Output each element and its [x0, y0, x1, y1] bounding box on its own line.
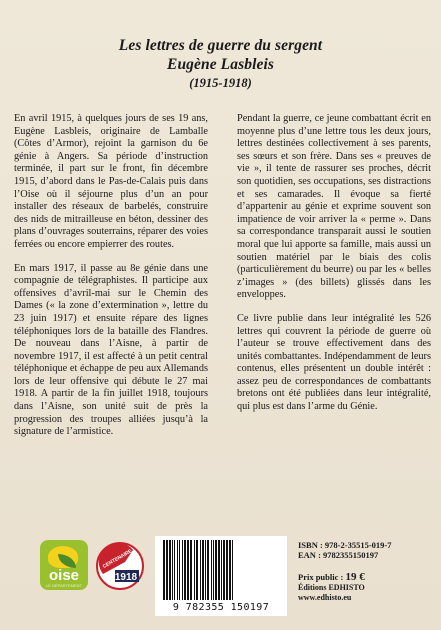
barcode	[155, 536, 287, 616]
centenaire-emblem-icon	[95, 540, 145, 592]
paragraph: En avril 1915, à quelques jours de ses 19 ans, Eugène Lasbleis, originaire de Lamballe (Côtes d’Armor), rejoint la garnison du 6e génie à Angers. Sa période d’instruction terminée, il part sur le front, fin décembre 1915, d’abord dans le Pas-de-Calais puis dans l’Oise où il séjourne plus d’un an pour installer des réseaux de barbelés, construire des nids de mitrailleuse en béton, dessiner des plans d’ouvrages souterrains, réparer des voies ferrées ou encore empierrer des routes.	[14, 113, 208, 250]
barcode-bar	[211, 540, 212, 600]
barcode-bar	[207, 540, 209, 600]
barcode-bar	[182, 540, 183, 600]
paragraph: En mars 1917, il passe au 8e génie dans une compagnie de télégraphistes. Il participe aux offensives d’avril-mai sur le Chemin des Dames (« la zone d’extermination », lettre du 23 juin 1917) et ensuite répare des lignes téléphoniques lors de la bataille des Flandres. De nouveau dans l’Aisne, à partir de novembre 1917, il est affecté à un petit central téléphonique et échappe de peu aux Allemands lors de leur offensive qui débute le 27 mai 1918. A partir de la fin juillet 1918, toujours dans l’Aisne, son unité suit de près la progression des troupes alliées jusqu’à la signature de l’armistice.	[14, 262, 208, 438]
centenaire-year: 1918	[114, 572, 138, 583]
book-years: (1915-1918)	[189, 76, 252, 90]
barcode-bar	[196, 540, 198, 600]
barcode-icon	[155, 536, 287, 602]
barcode-bar	[194, 540, 195, 600]
barcode-bar	[190, 540, 192, 600]
barcode-bar	[205, 540, 206, 600]
barcode-bar	[200, 540, 201, 600]
right-column	[237, 113, 431, 425]
barcode-bar	[179, 540, 180, 600]
barcode-bar	[202, 540, 204, 600]
barcode-bar	[184, 540, 186, 600]
barcode-bar	[229, 540, 231, 600]
book-info	[298, 540, 438, 603]
oise-logo-text: oise	[48, 567, 79, 584]
ean: EAN : 9782355150197	[298, 550, 379, 560]
price-amount: 19 €	[345, 571, 365, 583]
barcode-bar	[187, 540, 189, 600]
paragraph: Ce livre publie dans leur intégralité les 526 lettres qui couvrent la période de guerre où l’auteur se trouve effectivement dans des unités combattantes. Indépendamment de leurs contenus, elles présentent un double intérêt : assez peu de correspondances de combattants bretons ont été publiées dans leur intégralité, qui plus est dans l’arme du Génie.	[237, 312, 431, 413]
barcode-bar	[223, 540, 225, 600]
barcode-bar	[213, 540, 214, 600]
barcode-bar	[221, 540, 222, 600]
barcode-bar	[166, 540, 168, 600]
barcode-bar	[226, 540, 228, 600]
oise-logo-subtext: LE DÉPARTEMENT	[46, 583, 82, 588]
isbn: ISBN : 978-2-35515-019-7	[298, 540, 392, 550]
book-title-line-2: Eugène Lasbleis	[167, 56, 274, 73]
barcode-bar	[232, 540, 233, 600]
centenaire-text: CENTENAIRE	[101, 548, 134, 570]
barcode-bar	[215, 540, 217, 600]
title-block	[0, 36, 441, 92]
barcode-bar	[174, 540, 175, 600]
publisher: Éditions EDHISTO	[298, 583, 365, 592]
paragraph: Pendant la guerre, ce jeune combattant écrit en moyenne plus d’une lettre tous les deux jours, lettres destinées collectivement à ses parents, ses sœurs et son frère. Dans ses « preuves de vie », il tente de rassurer ses proches, décrit son quotidien, ses occupations, ses distractions et ses camarades. Il évoque sa fierté d’appartenir au génie et exprime souvent son impatience de voir arriver la « perme ». Dans sa correspondance transparait aussi le soutien moral que lui apporte sa famille, mais aussi un soutien matériel par le biais des colis (particulièrement du beurre) ou par les « belles z’images » (des billets) glissés dans les enveloppes.	[237, 113, 431, 301]
barcode-bar	[169, 540, 171, 600]
price-label: Prix public :	[298, 572, 346, 582]
barcode-bar	[177, 540, 178, 600]
barcode-bar	[172, 540, 173, 600]
website: www.edhisto.eu	[298, 593, 352, 602]
book-title-line-1: Les lettres de guerre du sergent	[118, 37, 323, 54]
centenaire-logo	[95, 540, 145, 592]
oise-logo	[40, 540, 88, 590]
left-column	[14, 113, 208, 450]
barcode-bar	[218, 540, 220, 600]
price	[298, 572, 438, 583]
barcode-digits: 9 782355 150197	[172, 602, 270, 613]
barcode-bar	[163, 540, 165, 600]
